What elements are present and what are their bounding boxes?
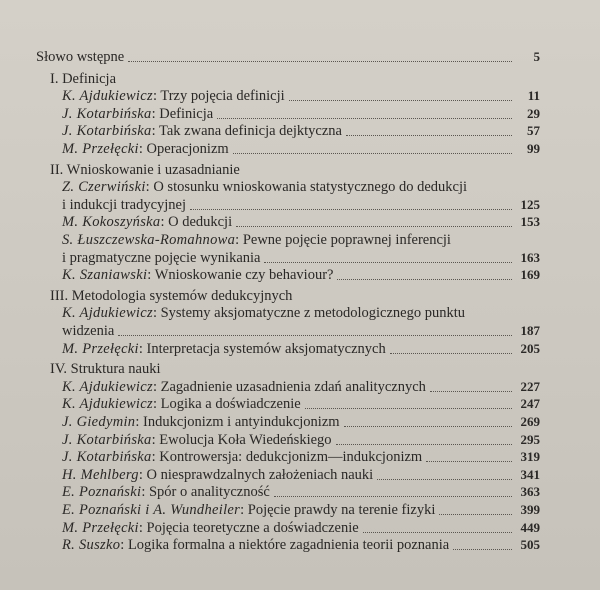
- separator: :: [120, 537, 128, 554]
- page-number: 295: [520, 431, 540, 447]
- toc-entry-intro[interactable]: [0, 48, 600, 66]
- entry-text: [62, 519, 359, 537]
- entry-text: [62, 266, 333, 284]
- section-title: I. Definicja: [50, 70, 117, 87]
- entry-text: [62, 501, 435, 519]
- separator: :: [141, 484, 149, 501]
- entry-text: [62, 122, 342, 140]
- toc-entry[interactable]: [0, 304, 600, 322]
- entry-author: H. Mehlberg: [62, 466, 139, 483]
- toc-entry[interactable]: [0, 213, 600, 231]
- page-number: 5: [533, 49, 540, 64]
- section-heading: [0, 287, 600, 305]
- entry-title: Operacjonizm: [146, 141, 229, 157]
- entry-author: J. Giedymin: [62, 414, 136, 430]
- toc-entry[interactable]: [0, 231, 600, 249]
- entry-title: Kontrowersja: dedukcjonizm—indukcjonizm: [159, 449, 423, 466]
- separator: :: [235, 232, 243, 248]
- leader-dots: [377, 478, 512, 480]
- entry-author: K. Ajdukiewicz: [62, 378, 153, 395]
- separator: :: [152, 305, 161, 322]
- page-number: 269: [520, 414, 540, 429]
- leader-dots: [430, 390, 512, 392]
- entry-title: Interpretacja systemów aksjomatycznych: [146, 340, 386, 357]
- page-number: 205: [520, 340, 540, 356]
- toc-entry-continuation[interactable]: [0, 322, 600, 340]
- page-number: 341: [520, 466, 540, 482]
- toc-entry[interactable]: [0, 448, 600, 466]
- leader-dots: [217, 117, 512, 119]
- page-number: 153: [520, 214, 540, 230]
- entry-author: K. Szaniawski: [62, 267, 148, 284]
- entry-title: Pewne pojęcie poprawnej inferencji: [242, 232, 451, 248]
- entry-title: Słowo wstępne: [36, 49, 125, 65]
- entry-title: Ewolucja Koła Wiedeńskiego: [159, 431, 332, 448]
- entry-text: [62, 431, 332, 449]
- leader-dots: [274, 495, 512, 497]
- toc-entry[interactable]: [0, 519, 600, 537]
- entry-text: [62, 213, 232, 231]
- leader-dots: [337, 278, 512, 280]
- leader-dots: [453, 548, 512, 550]
- entry-title: Indukcjonizm i antyindukcjonizm: [143, 414, 340, 430]
- entry-author: Z. Czerwiński: [62, 179, 146, 196]
- toc-entry[interactable]: [0, 122, 600, 140]
- separator: :: [151, 431, 160, 448]
- separator: :: [151, 449, 160, 466]
- separator: :: [160, 214, 169, 231]
- separator: :: [151, 105, 160, 122]
- entry-author: E. Poznański: [62, 484, 142, 501]
- toc-entry-continuation[interactable]: [0, 196, 600, 214]
- toc-entry[interactable]: [0, 483, 600, 501]
- toc-entry[interactable]: [0, 501, 600, 519]
- separator: :: [152, 378, 161, 395]
- leader-dots: [264, 261, 512, 263]
- entry-text: [62, 395, 301, 413]
- toc-entry[interactable]: [0, 178, 600, 196]
- toc-entry[interactable]: [0, 105, 600, 123]
- entry-title-continued: i indukcji tradycyjnej: [62, 196, 187, 213]
- toc-entry[interactable]: [0, 395, 600, 413]
- leader-dots: [363, 531, 512, 533]
- section-heading: [0, 161, 600, 179]
- section-title: II. Wnioskowanie i uzasadnianie: [50, 161, 240, 178]
- leader-dots: [344, 425, 512, 427]
- leader-dots: [439, 513, 512, 515]
- entry-title: Pojęcie prawdy na terenie fizyki: [247, 502, 436, 518]
- leader-dots: [426, 460, 512, 462]
- toc-entry[interactable]: [0, 266, 600, 284]
- entry-author: J. Kotarbińska: [62, 431, 152, 448]
- section-heading: [0, 360, 600, 378]
- toc-entry[interactable]: [0, 340, 600, 358]
- separator: :: [152, 396, 161, 413]
- page-number: 11: [527, 88, 540, 104]
- separator: :: [240, 502, 248, 518]
- separator: :: [152, 88, 161, 105]
- toc-entry[interactable]: [0, 140, 600, 158]
- entry-title: Pojęcia teoretyczne a doświadczenie: [146, 519, 359, 536]
- page-number: 319: [520, 449, 540, 465]
- toc-entry[interactable]: [0, 536, 600, 554]
- page-number: 399: [520, 502, 540, 517]
- entry-title: O dedukcji: [168, 214, 233, 231]
- entry-author: M. Kokoszyńska: [62, 214, 161, 231]
- section-title: III. Metodologia systemów dedukcyjnych: [50, 287, 293, 304]
- page-number: 449: [520, 519, 540, 535]
- entry-title: Logika a doświadczenie: [160, 396, 301, 413]
- entry-title: Spór o analityczność: [148, 484, 270, 501]
- entry-text: [62, 340, 386, 358]
- page-number: 169: [520, 267, 540, 283]
- entry-author: K. Ajdukiewicz: [62, 396, 153, 413]
- entry-author: S. Łuszczewska-Romahnowa: [62, 232, 236, 248]
- entry-author: J. Kotarbińska: [62, 105, 152, 122]
- entry-title: Definicja: [159, 105, 214, 122]
- entry-author: J. Kotarbińska: [62, 449, 152, 466]
- toc-entry[interactable]: [0, 87, 600, 105]
- page-number: 57: [527, 123, 540, 139]
- entry-title: O stosunku wnioskowania statystycznego do dedukcji: [153, 179, 468, 196]
- entry-author: J. Kotarbińska: [62, 123, 152, 140]
- entry-title: Zagadnienie uzasadnienia zdań analitycznych: [160, 378, 426, 395]
- entry-title: Tak zwana definicja dejktyczna: [159, 123, 342, 140]
- page-number: 227: [520, 378, 540, 394]
- entry-author: M. Przełęcki: [62, 519, 139, 536]
- separator: :: [138, 519, 147, 536]
- page-number: 247: [520, 396, 540, 412]
- entry-title: Trzy pojęcia definicji: [160, 88, 285, 105]
- entry-author: M. Przełęcki: [62, 141, 139, 157]
- toc-entry[interactable]: [0, 413, 600, 431]
- page-number: 29: [527, 105, 540, 121]
- toc-entry-continuation[interactable]: [0, 249, 600, 267]
- entry-author: R. Suszko: [62, 537, 121, 554]
- toc-entry[interactable]: [0, 466, 600, 484]
- separator: :: [135, 414, 144, 430]
- leader-dots: [190, 208, 512, 210]
- entry-title: Logika formalna a niektóre zagadnienia teorii poznania: [127, 537, 450, 554]
- page-number: 505: [520, 537, 540, 553]
- entry-text: [62, 378, 426, 396]
- entry-text: [62, 448, 422, 466]
- section-heading: [0, 70, 600, 88]
- leader-dots: [118, 334, 512, 336]
- entry-text: [62, 304, 465, 322]
- leader-dots: [236, 225, 512, 227]
- entry-text: [62, 105, 213, 123]
- entry-author: M. Przełęcki: [62, 340, 139, 357]
- entry-text: [62, 483, 270, 501]
- entry-author: K. Ajdukiewicz: [62, 88, 153, 105]
- toc-entry[interactable]: [0, 378, 600, 396]
- entry-text: [62, 178, 467, 196]
- toc-entry[interactable]: [0, 431, 600, 449]
- entry-text: [62, 466, 373, 484]
- leader-dots: [336, 443, 512, 445]
- entry-title: Wnioskowanie czy behaviour?: [154, 267, 334, 284]
- section-title: IV. Struktura nauki: [50, 361, 161, 378]
- leader-dots: [305, 407, 512, 409]
- entry-title-continued: widzenia: [62, 323, 115, 339]
- page-number: 125: [520, 196, 540, 212]
- entry-title: Systemy aksjomatyczne z metodologicznego punktu: [160, 305, 466, 322]
- entry-title: O niesprawdzalnych założeniach nauki: [146, 466, 374, 483]
- entry-text: [62, 140, 229, 158]
- leader-dots: [128, 60, 512, 62]
- leader-dots: [346, 134, 512, 136]
- entry-text: [62, 87, 285, 105]
- leader-dots: [390, 352, 512, 354]
- entry-text: [62, 536, 449, 554]
- separator: :: [138, 141, 147, 157]
- entry-author: K. Ajdukiewicz: [62, 305, 153, 322]
- separator: :: [151, 123, 159, 140]
- separator: :: [138, 340, 147, 357]
- page-number: 99: [527, 141, 540, 156]
- page-number: 187: [520, 323, 540, 338]
- page-number: 163: [520, 249, 540, 265]
- entry-title-continued: i pragmatyczne pojęcie wynikania: [62, 249, 261, 266]
- leader-dots: [233, 152, 512, 154]
- separator: :: [138, 466, 147, 483]
- entry-text: [62, 231, 451, 249]
- separator: :: [145, 179, 154, 196]
- entry-text: [62, 413, 340, 431]
- separator: :: [147, 267, 155, 284]
- page-number: 363: [520, 484, 540, 500]
- entry-author: E. Poznański i A. Wundheiler: [62, 502, 241, 518]
- leader-dots: [289, 99, 512, 101]
